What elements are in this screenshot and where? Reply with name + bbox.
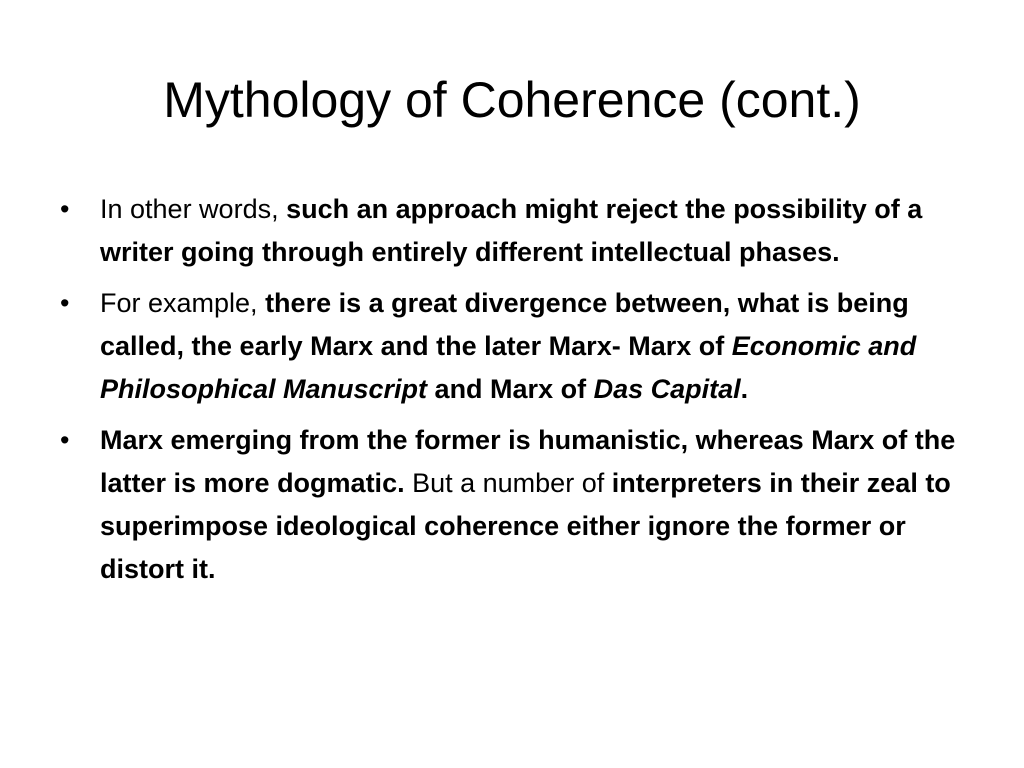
bullet-text-segment: such an approach might reject the possibility of a writer going through entirely different intellectual phases.: [100, 194, 923, 267]
bullet-text-segment: .: [740, 374, 749, 404]
bullet-text-segment: Economic and Philosophical Manuscript: [100, 331, 917, 404]
bullet-icon: •: [60, 194, 70, 224]
bullet-text-segment: For example,: [100, 288, 266, 318]
slide-title: Mythology of Coherence (cont.): [163, 72, 861, 128]
bullet-icon: •: [60, 288, 70, 318]
bullet-text-segment: But a number of: [404, 468, 612, 498]
bullet-text-segment: and Marx of: [427, 374, 594, 404]
bullet-text-segment: In other words,: [100, 194, 287, 224]
bullet-item: [60, 282, 960, 411]
bullet-icon: •: [60, 425, 70, 455]
bullet-text-segment: interpreters in their zeal to superimpose ideological coherence either ignore the former or distort it.: [100, 468, 951, 584]
bullet-item: [60, 188, 960, 274]
bullet-text-segment: Marx emerging from the former is humanistic, whereas Marx of the latter is more dogmatic.: [100, 425, 956, 498]
bullet-list: [60, 188, 960, 599]
bullet-text-segment: Das Capital: [593, 374, 741, 404]
bullet-item: [60, 419, 960, 591]
bullet-text-segment: there is a great divergence between, what is being called, the early Marx and the later Marx- Marx of: [100, 288, 909, 361]
